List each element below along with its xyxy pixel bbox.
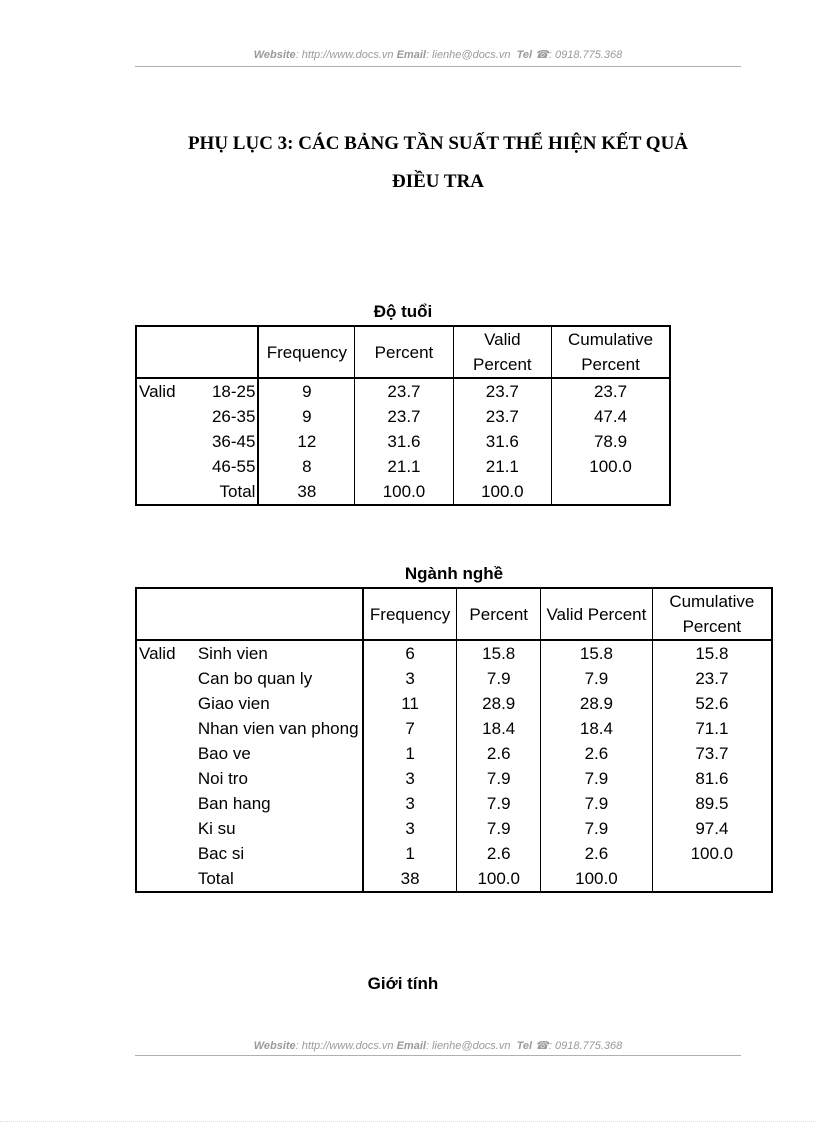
header-website-value: : http://www.docs.vn: [295, 49, 394, 61]
cell-frequency: 38: [363, 866, 457, 892]
footer-website-label: Website: [253, 1040, 296, 1052]
header-percent: Percent: [457, 588, 541, 640]
header-percent: Percent: [355, 326, 453, 378]
header-tel-value: : 0918.775.368: [548, 49, 623, 61]
group-label: [136, 479, 202, 505]
cell-frequency: 7: [363, 716, 457, 741]
footer-email-label: Email: [396, 1040, 426, 1052]
cell-percent: 15.8: [457, 640, 541, 666]
table-age-caption: Độ tuổi: [373, 302, 433, 321]
cell-valid-percent: 7.9: [541, 816, 653, 841]
cell-frequency: 6: [363, 640, 457, 666]
cell-cumulative: 47.4: [593, 407, 628, 426]
row-label: Ban hang: [196, 791, 363, 816]
group-label: Valid: [139, 644, 176, 663]
cell-frequency: 3: [363, 766, 457, 791]
table-header-row: [136, 588, 772, 640]
row-label: Nhan vien van phong: [196, 716, 363, 741]
phone-icon: ☎: [535, 49, 549, 61]
cell-cumulative: [652, 866, 772, 892]
table-row: [136, 716, 772, 741]
group-label: Valid: [139, 382, 176, 401]
cell-frequency: 3: [363, 816, 457, 841]
cell-valid-percent: 2.6: [541, 741, 653, 766]
group-label: [136, 429, 202, 454]
table-row: [136, 816, 772, 841]
cell-valid-percent: 7.9: [541, 791, 653, 816]
cell-cumulative: 97.4: [695, 819, 729, 838]
cell-valid-percent: 23.7: [453, 378, 551, 404]
cell-valid-percent: 31.6: [453, 429, 551, 454]
header-email-value: : lienhe@docs.vn: [425, 49, 511, 61]
table-row: [136, 866, 772, 892]
page-edge: [0, 1121, 816, 1122]
table-row: [136, 791, 772, 816]
header-valid-percent: Valid Percent: [541, 588, 653, 640]
group-label: [136, 666, 196, 691]
cell-percent: 7.9: [457, 816, 541, 841]
table-gender-caption: Giới tính: [367, 974, 439, 993]
header-frequency: Frequency: [363, 588, 457, 640]
table-row: [136, 841, 772, 866]
cell-frequency: 3: [363, 791, 457, 816]
cell-cumulative: 73.7: [695, 744, 729, 763]
row-label: Total: [196, 866, 363, 892]
cell-cumulative: 100.0: [589, 457, 632, 476]
row-label: Bao ve: [196, 741, 363, 766]
table-row: [136, 429, 670, 454]
cell-percent: 7.9: [457, 766, 541, 791]
cell-percent: 23.7: [355, 404, 453, 429]
cell-valid-percent: 28.9: [541, 691, 653, 716]
footer-website-value: : http://www.docs.vn: [295, 1040, 394, 1052]
cell-percent: 2.6: [457, 741, 541, 766]
footer-rule: [135, 1055, 741, 1056]
cell-percent: 100.0: [457, 866, 541, 892]
row-label: Noi tro: [196, 766, 363, 791]
table-header-row: [136, 326, 670, 378]
row-label: 18-25: [202, 378, 258, 404]
cell-percent: 21.1: [355, 454, 453, 479]
header-frequency: Frequency: [258, 326, 354, 378]
table-row: [136, 378, 670, 404]
cell-percent: 28.9: [457, 691, 541, 716]
header-rule: [135, 66, 741, 67]
cell-percent: 18.4: [457, 716, 541, 741]
row-label: 46-55: [202, 454, 258, 479]
cell-valid-percent: 18.4: [541, 716, 653, 741]
group-label: [136, 791, 196, 816]
row-label: 26-35: [202, 404, 258, 429]
table-row: [136, 479, 670, 505]
cell-percent: 31.6: [355, 429, 453, 454]
cell-cumulative: 15.8: [695, 644, 729, 663]
cell-valid-percent: 7.9: [541, 666, 653, 691]
group-label: [136, 404, 202, 429]
header-cumulative-percent: Cumulative Percent: [652, 588, 772, 640]
row-label: Can bo quan ly: [196, 666, 363, 691]
cell-valid-percent: 23.7: [453, 404, 551, 429]
cell-cumulative: 71.1: [695, 719, 729, 738]
table-row: [136, 741, 772, 766]
header-tel-label: Tel: [516, 49, 533, 61]
cell-valid-percent: 100.0: [453, 479, 551, 505]
page-footer: [135, 1039, 741, 1052]
row-label: Sinh vien: [196, 640, 363, 666]
cell-cumulative: [552, 479, 670, 505]
table-job-caption: Ngành nghề: [404, 564, 504, 583]
cell-valid-percent: 2.6: [541, 841, 653, 866]
cell-frequency: 3: [363, 666, 457, 691]
cell-valid-percent: 7.9: [541, 766, 653, 791]
cell-frequency: 1: [363, 841, 457, 866]
cell-frequency: 12: [258, 429, 354, 454]
row-label: Total: [202, 479, 258, 505]
cell-valid-percent: 100.0: [541, 866, 653, 892]
cell-cumulative: 52.6: [695, 694, 729, 713]
cell-valid-percent: 15.8: [541, 640, 653, 666]
cell-cumulative: 23.7: [695, 669, 729, 688]
page-title-line2: ĐIỀU TRA: [391, 171, 485, 192]
footer-email-value: : lienhe@docs.vn: [425, 1040, 511, 1052]
group-label: [136, 841, 196, 866]
row-label: Bac si: [196, 841, 363, 866]
table-row: [136, 691, 772, 716]
cell-frequency: 9: [258, 404, 354, 429]
cell-percent: 7.9: [457, 791, 541, 816]
cell-percent: 7.9: [457, 666, 541, 691]
row-label: Giao vien: [196, 691, 363, 716]
group-label: [136, 691, 196, 716]
cell-percent: 23.7: [355, 378, 453, 404]
group-label: [136, 454, 202, 479]
table-row: [136, 454, 670, 479]
cell-frequency: 11: [363, 691, 457, 716]
table-job: [135, 587, 773, 893]
row-label: 36-45: [202, 429, 258, 454]
group-label: [136, 766, 196, 791]
phone-icon: ☎: [535, 1040, 549, 1052]
row-label: Ki su: [196, 816, 363, 841]
cell-cumulative: 23.7: [593, 382, 628, 401]
table-row: [136, 666, 772, 691]
table-row: [136, 404, 670, 429]
table-row: [136, 766, 772, 791]
table-row: [136, 640, 772, 666]
group-label: [136, 741, 196, 766]
group-label: [136, 816, 196, 841]
cell-cumulative: 89.5: [695, 794, 729, 813]
cell-cumulative: 100.0: [690, 844, 734, 863]
table-age: [135, 325, 671, 506]
header-cumulative-percent: Cumulative Percent: [552, 326, 670, 378]
cell-percent: 2.6: [457, 841, 541, 866]
cell-valid-percent: 21.1: [453, 454, 551, 479]
header-valid-percent: Valid Percent: [453, 326, 551, 378]
cell-percent: 100.0: [355, 479, 453, 505]
cell-cumulative: 81.6: [695, 769, 729, 788]
cell-frequency: 9: [258, 378, 354, 404]
page-header: [135, 48, 741, 61]
header-website-label: Website: [253, 49, 296, 61]
cell-frequency: 1: [363, 741, 457, 766]
cell-frequency: 8: [258, 454, 354, 479]
footer-tel-value: : 0918.775.368: [548, 1040, 623, 1052]
page-title: PHỤ LỤC 3: CÁC BẢNG TẦN SUẤT THỂ HIỆN KẾT QUẢ: [187, 133, 689, 154]
cell-cumulative: 78.9: [593, 432, 628, 451]
cell-frequency: 38: [258, 479, 354, 505]
header-email-label: Email: [396, 49, 426, 61]
footer-tel-label: Tel: [516, 1040, 533, 1052]
group-label: [136, 716, 196, 741]
group-label: [136, 866, 196, 892]
